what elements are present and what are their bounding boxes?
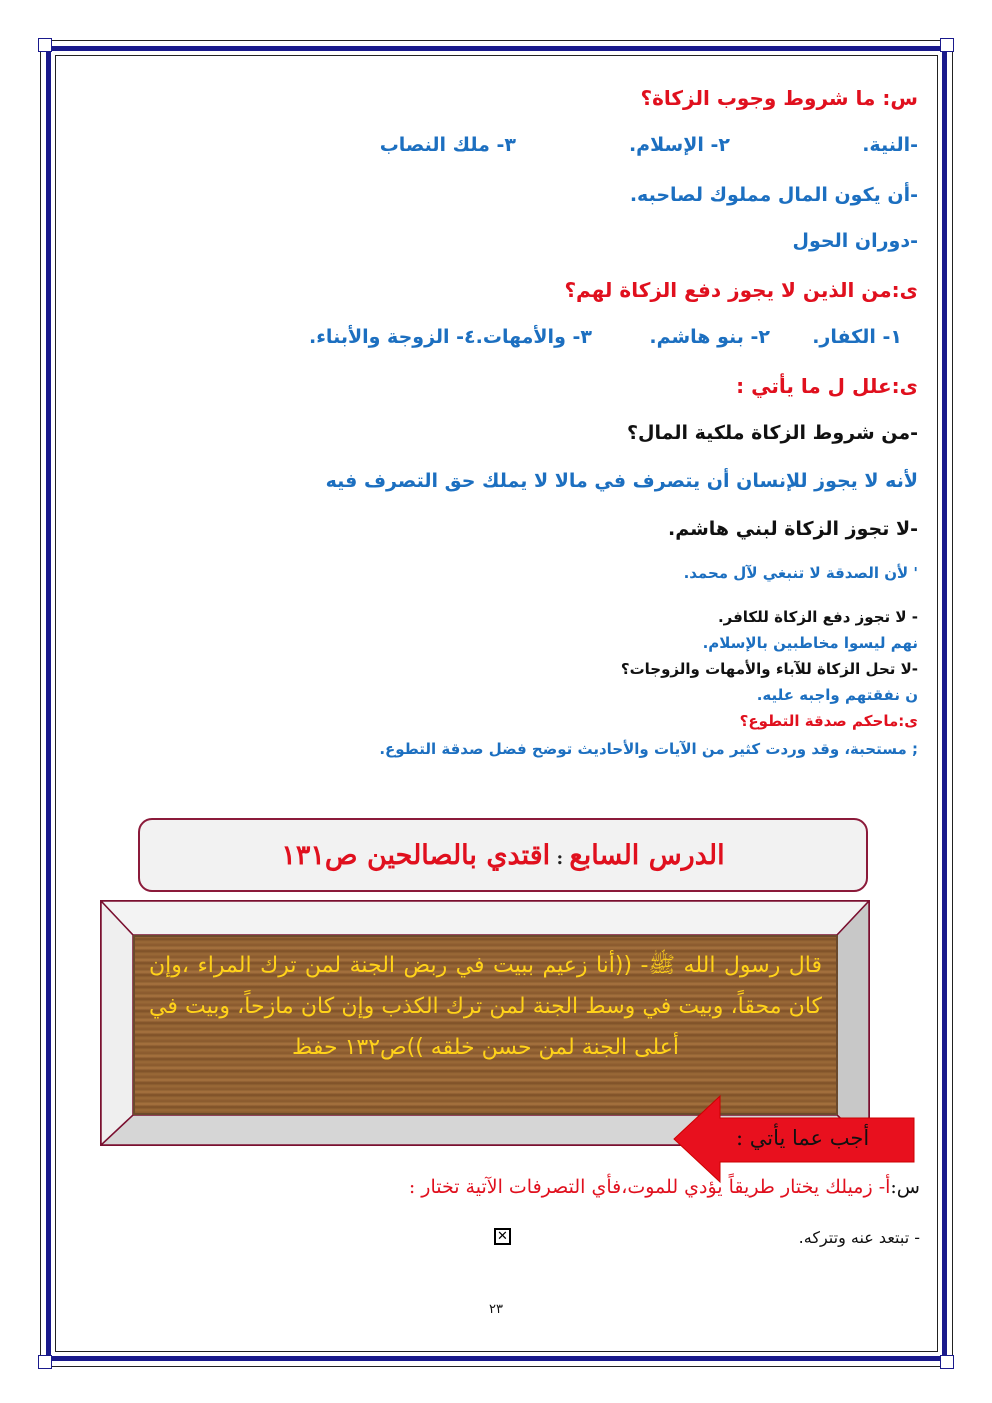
question-zakat-conditions: س: ما شروط وجوب الزكاة؟	[640, 86, 918, 110]
explain-answer-parents: ن نفقتهم واجبه عليه.	[756, 686, 918, 704]
corner-ornament-br	[940, 1355, 954, 1369]
answer-option-banu-hashim: ٢- بنو هاشم.	[649, 326, 770, 348]
exercise-question-prefix: س:	[890, 1176, 920, 1198]
lesson-number: الدرس السابع	[569, 840, 725, 871]
answer-option-disbelievers: ١- الكفار.	[812, 326, 902, 348]
exercise-question	[409, 1176, 920, 1198]
answer-option-family: ٣- والأمهات.٤- الزوجة والأبناء.	[309, 326, 592, 348]
explain-answer-banu-hashim: ' لأن الصدقة لا تنبغي لآل محمد.	[683, 564, 918, 582]
answer-option-islam: ٢- الإسلام.	[628, 134, 730, 156]
question-explain: ى:علل ل ما يأتي :	[736, 374, 918, 398]
corner-ornament-tl	[38, 38, 52, 52]
question-voluntary-charity: ى:ماحكم صدقة التطوع؟	[739, 712, 918, 730]
exercise-option-1: - تبتعد عنه وتتركه.	[798, 1228, 920, 1247]
answer-option-intention: -النية.	[862, 134, 918, 156]
answer-ownership: -أن يكون المال مملوك لصاحبه.	[629, 184, 918, 206]
corner-ornament-tr	[940, 38, 954, 52]
lesson-title-separator: :	[550, 848, 570, 869]
explain-answer-ownership: لأنه لا يجوز للإنسان أن يتصرف في مالا لا يملك حق التصرف فيه	[325, 470, 918, 492]
exercise-question-text: أ- زميلك يختار طريقاً يؤدي للموت،فأي التصرفات الآتية تختار :	[408, 1176, 891, 1198]
explain-item-ownership: -من شروط الزكاة ملكية المال؟	[627, 422, 918, 444]
corner-ornament-bl	[38, 1355, 52, 1369]
explain-answer-disbeliever: نهم ليسوا مخاطبين بالإسلام.	[702, 634, 918, 652]
hadith-wood-panel	[133, 935, 838, 1115]
answer-voluntary-charity: ; مستحبة، وقد وردت كثير من الآيات والأحاديث توضح فضل صدقة التطوع.	[379, 740, 918, 758]
lesson-title	[140, 840, 866, 871]
answer-option-nisab: ٣- ملك النصاب	[379, 134, 516, 156]
answer-hawl: -دوران الحول	[792, 230, 918, 252]
question-not-eligible: ى:من الذين لا يجوز دفع الزكاة لهم؟	[564, 278, 918, 302]
lesson-name: اقتدي بالصالحين ص١٣١	[281, 840, 551, 871]
explain-item-banu-hashim: -لا تجوز الزكاة لبني هاشم.	[667, 518, 918, 540]
hadith-text: قال رسول الله ﷺ- ((أنا زعيم ببيت في ربض الجنة لمن ترك المراء ،وإن كان محقاً، وبيت في وسط الجنة لمن ترك الكذب وإن كان مازحاً، وبيت في أعلى الجنة لمن حسن خلقه ))ص١٣٢ حفظ	[149, 953, 822, 1060]
page-number: ٢٣	[489, 1302, 503, 1317]
explain-item-parents: -لا تحل الزكاة للآباء والأمهات والزوجات؟	[620, 660, 918, 678]
lesson-title-box	[138, 818, 868, 892]
answer-prompt-label: أجب عما يأتي :	[736, 1126, 870, 1150]
option-checkbox[interactable]: ✕	[494, 1228, 511, 1245]
explain-item-disbeliever: - لا تجوز دفع الزكاة للكافر.	[717, 608, 918, 626]
